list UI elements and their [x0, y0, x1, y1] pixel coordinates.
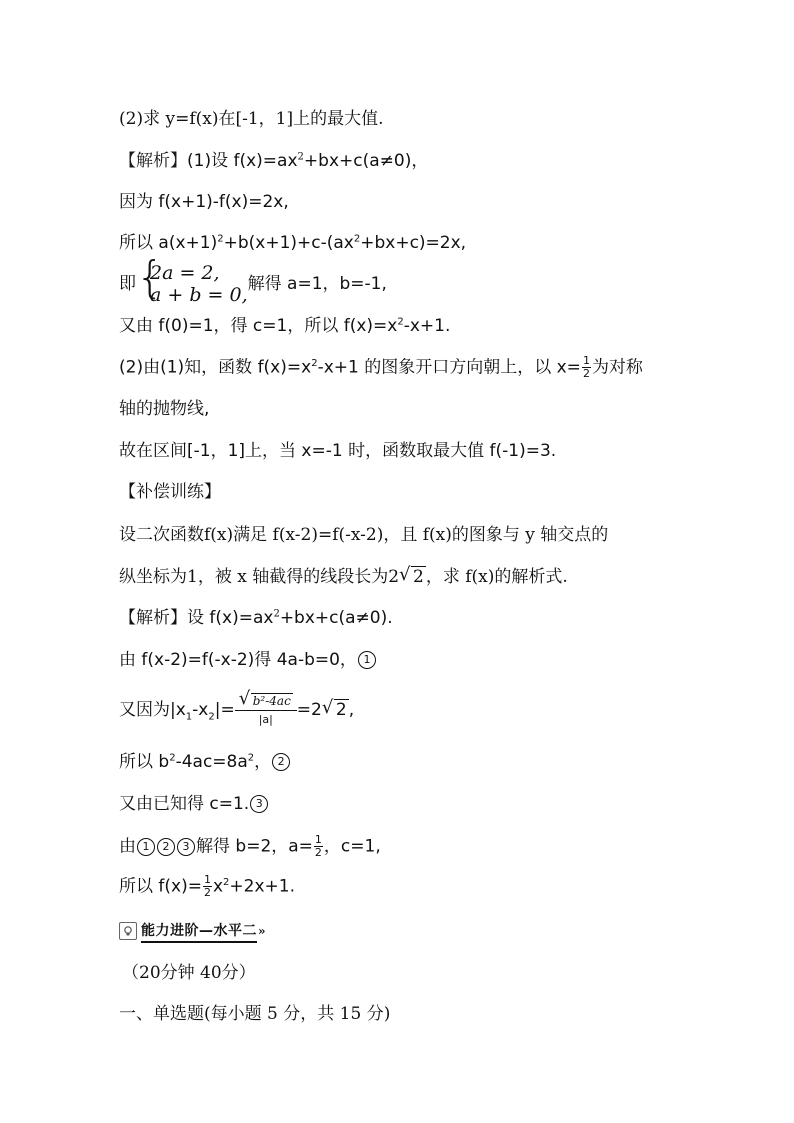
- double-chevron-icon: »: [258, 924, 266, 938]
- compensation-solution-3: [119, 690, 354, 730]
- fraction-numerator: [235, 692, 297, 711]
- solution-label: 【解析】: [119, 151, 187, 171]
- distance-fraction: [235, 692, 297, 729]
- solution-text: +b(x+1)+c-(ax: [223, 233, 354, 253]
- solution-text: 因为 f(x+1)-f(x)=2x,: [119, 192, 289, 212]
- exponent: 2: [217, 233, 224, 245]
- solution-text: (1)设 f(x)=ax: [187, 151, 298, 171]
- solution-text: 故在区间[-1，1]上，当 x=-1 时，函数取最大值 f(-1)=3.: [119, 441, 557, 461]
- compensation-question-1: [119, 524, 608, 546]
- subscript: 2: [208, 711, 215, 723]
- exponent: 2: [247, 752, 255, 764]
- sqrt-expression: [239, 692, 293, 710]
- solution-text: 所以 a(x+1): [119, 233, 218, 253]
- solution-text: +bx+c)=2x,: [360, 233, 467, 253]
- time-score-text: （20分钟 40分）: [122, 963, 256, 983]
- part-heading-text: 一、单选题(每小题 5 分，共 15 分): [119, 1004, 391, 1024]
- solution-text: 由 f(x-2)=f(-x-2)得 4a-b=0，: [119, 650, 357, 670]
- fraction-denominator: 2: [203, 886, 211, 899]
- solution-text: ,: [348, 700, 355, 720]
- solution-text: 又因为|x: [119, 700, 186, 720]
- exponent: 2: [169, 752, 176, 764]
- subscript: 1: [185, 711, 193, 723]
- radicand: b²-4ac: [252, 693, 291, 708]
- circled-number: 3: [250, 795, 268, 813]
- solution-line-7: [119, 398, 209, 420]
- solution-text: +bx+c(a≠0)，: [303, 151, 429, 171]
- time-score-line: [122, 962, 256, 984]
- solution-text: +2x+1.: [229, 876, 295, 897]
- exponent: 2: [353, 233, 361, 245]
- sqrt-expression: [322, 690, 349, 730]
- solution-label: 【解析】: [119, 608, 187, 628]
- section-header: [119, 921, 266, 941]
- solution-text: 又由 f(0)=1，得 c=1，所以 f(x)=x: [119, 316, 398, 336]
- exponent: 2: [397, 316, 404, 328]
- compensation-question-2: [119, 566, 568, 588]
- system-row: 2a = 2,: [150, 262, 220, 284]
- compensation-solution-4: [119, 751, 291, 773]
- solution-text: -4ac=8a: [175, 752, 248, 772]
- fraction: [582, 355, 591, 380]
- brace-icon: {: [136, 252, 164, 303]
- fraction-numerator: 1: [582, 354, 590, 367]
- bulb-icon-graphic: [122, 925, 134, 937]
- solution-line-8: [119, 440, 556, 462]
- solution-line-4: [119, 252, 387, 306]
- circled-number: 1: [358, 651, 376, 669]
- question-part2-text: (2)求 y=f(x)在[-1，1]上的最大值.: [119, 109, 384, 129]
- question-text: 设二次函数f(x)满足 f(x-2)=f(-x-2)，且 f(x)的图象与 y 轴交点的: [119, 525, 609, 545]
- circled-number: 3: [177, 838, 195, 856]
- fraction: [314, 834, 323, 859]
- part-heading: [119, 1003, 390, 1025]
- sqrt-expression: [399, 566, 426, 588]
- solution-text: 即: [119, 274, 136, 294]
- circled-number: 1: [137, 838, 155, 856]
- fraction: [203, 874, 212, 899]
- fraction-denominator: 2: [314, 846, 322, 859]
- solution-text: -x+1.: [403, 316, 451, 336]
- system-row: a + b = 0,: [150, 284, 248, 306]
- equation-system: [136, 252, 248, 306]
- solution-text: ，c=1,: [323, 836, 381, 857]
- solution-text: 所以 b: [119, 752, 170, 772]
- solution-text: (2)由(1)知，函数 f(x)=x: [119, 357, 312, 378]
- solution-text: |=: [214, 700, 235, 720]
- exponent: 2: [273, 608, 280, 620]
- fraction-numerator: 1: [314, 833, 322, 846]
- fraction-denominator: 2: [582, 367, 590, 380]
- solution-text: 解得 b=2，a=: [196, 836, 313, 857]
- solution-text: =2: [296, 700, 322, 720]
- radicand: 2: [413, 567, 424, 587]
- solution-text: 又由已知得 c=1.: [119, 794, 250, 814]
- circled-number: 2: [157, 838, 175, 856]
- solution-line-3: [119, 232, 466, 254]
- solution-text: 由: [119, 836, 136, 857]
- exponent: 2: [297, 151, 304, 163]
- solution-text: -x+1 的图象开口方向朝上，以 x=: [317, 357, 581, 378]
- question-text: 纵坐标为1，被 x 轴截得的线段长为2: [119, 567, 400, 587]
- question-part2: [119, 108, 384, 130]
- solution-line-2: [119, 191, 289, 213]
- question-text: ，求 f(x)的解析式.: [425, 567, 568, 587]
- fraction-numerator: 1: [203, 873, 211, 886]
- bulb-icon: [119, 922, 137, 940]
- exponent: 2: [311, 357, 318, 369]
- solution-text: 所以 f(x)=: [119, 876, 202, 897]
- exponent: 2: [223, 876, 230, 888]
- radicand: 2: [335, 700, 347, 720]
- compensation-solution-1: [119, 607, 393, 629]
- solution-text: 设 f(x)=ax: [187, 608, 274, 628]
- solution-text: 轴的抛物线,: [119, 399, 210, 419]
- solution-line-5: [119, 315, 450, 337]
- solution-text: ，: [254, 752, 272, 772]
- solution-text: +bx+c(a≠0).: [279, 608, 393, 628]
- compensation-label: 【补偿训练】: [119, 482, 221, 502]
- solution-text: 为对称: [591, 357, 643, 378]
- compensation-heading: [119, 481, 221, 503]
- circled-number: 2: [272, 753, 290, 771]
- compensation-solution-6: [119, 834, 381, 859]
- section-title: 能力进阶—水平二: [141, 920, 257, 943]
- solution-line-1: [119, 150, 428, 172]
- solution-text: x: [212, 876, 224, 897]
- compensation-solution-7: [119, 874, 295, 899]
- compensation-solution-5: [119, 793, 269, 815]
- fraction-denominator: |a|: [258, 712, 273, 726]
- solution-line-6: [119, 355, 643, 380]
- solution-text: 解得 a=1，b=-1,: [247, 274, 387, 294]
- solution-text: -x: [192, 700, 209, 720]
- compensation-solution-2: [119, 649, 377, 671]
